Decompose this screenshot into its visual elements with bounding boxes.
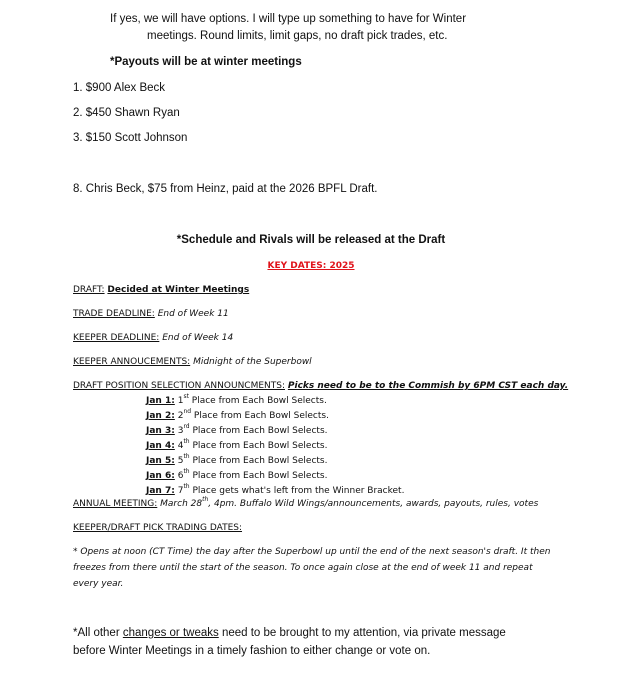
intro-line-1: If yes, we will have options. I will type up something to have for Winter <box>110 13 467 25</box>
jan-day-num: 3 <box>177 426 184 436</box>
intro-line-2: meetings. Round limits, limit gaps, no draft pick trades, etc. <box>147 30 448 42</box>
jan-day-text: Place from Each Bowl Selects. <box>191 411 329 421</box>
jan-day-suffix: rd <box>183 423 190 430</box>
annual-meeting-date-suffix: th <box>202 496 209 503</box>
jan-day-suffix: nd <box>183 408 192 415</box>
jan-day-num: 2 <box>177 411 184 421</box>
keeper-trading-note-2: freezes from there until the start of the season. To once again close at the end of week 11 and repeat <box>73 563 533 573</box>
jan-day-suffix: th <box>183 453 190 460</box>
draft-line <box>73 285 249 295</box>
jan-day-label: Jan 3: <box>146 426 175 436</box>
closing-underlined: changes or tweaks <box>122 627 219 639</box>
payout-item: 2. $450 Shawn Ryan <box>73 107 180 119</box>
keeper-deadline-value: End of Week 14 <box>162 333 234 343</box>
item-8: 8. Chris Beck, $75 from Heinz, paid at the 2026 BPFL Draft. <box>73 183 378 195</box>
draft-value: Decided at Winter Meetings <box>107 285 250 295</box>
jan-day-text: Place from Each Bowl Selects. <box>189 471 328 481</box>
jan-day-num: 1 <box>177 396 184 406</box>
trade-deadline-label: TRADE DEADLINE: <box>73 309 155 319</box>
payout-item: 1. $900 Alex Beck <box>73 82 166 94</box>
annual-meeting-label: ANNUAL MEETING: <box>73 499 158 509</box>
jan-day-suffix: th <box>183 438 190 445</box>
jan-day-text: Place from Each Bowl Selects. <box>189 426 328 436</box>
draft-label: DRAFT: <box>73 285 105 295</box>
annual-meeting-line <box>73 496 539 509</box>
jan-day-row <box>146 438 328 451</box>
jan-day-row <box>146 408 329 421</box>
jan-day-text: Place from Each Bowl Selects. <box>189 441 328 451</box>
jan-day-text: Place from Each Bowl Selects. <box>188 396 327 406</box>
jan-day-label: Jan 1: <box>146 396 175 406</box>
jan-day-num: 7 <box>177 486 184 496</box>
keeper-announcements-line <box>73 357 312 367</box>
annual-meeting-details: , 4pm. Buffalo Wild Wings/announcements, awards, payouts, rules, votes <box>208 499 539 509</box>
jan-day-row <box>146 393 327 406</box>
jan-day-label: Jan 7: <box>146 486 175 496</box>
payout-item: 3. $150 Scott Johnson <box>73 132 188 144</box>
annual-meeting-date: March 28 <box>157 499 203 509</box>
closing-line-1 <box>73 627 506 639</box>
jan-day-label: Jan 2: <box>146 411 175 421</box>
jan-day-label: Jan 4: <box>146 441 175 451</box>
jan-day-row <box>146 468 328 481</box>
trade-deadline-line <box>73 309 229 319</box>
closing-line-2: before Winter Meetings in a timely fashion to either change or vote on. <box>73 645 431 657</box>
draft-position-line <box>73 381 568 391</box>
keeper-trading-note-1: * Opens at noon (CT Time) the day after the Superbowl up until the end of the next season's draft. It then <box>73 547 551 557</box>
schedule-note: *Schedule and Rivals will be released at the Draft <box>176 234 446 246</box>
jan-day-row <box>146 453 328 466</box>
jan-day-num: 6 <box>177 471 184 481</box>
keeper-deadline-line <box>73 333 233 343</box>
jan-day-suffix: st <box>183 393 189 400</box>
jan-day-num: 5 <box>177 456 184 466</box>
closing-post: need to be brought to my attention, via private message <box>218 627 506 639</box>
keeper-deadline-label: KEEPER DEADLINE: <box>73 333 160 343</box>
jan-day-suffix: th <box>183 483 190 490</box>
jan-day-num: 4 <box>177 441 184 451</box>
jan-day-text: Place gets what's left from the Winner Bracket. <box>189 486 405 496</box>
jan-day-row <box>146 423 328 436</box>
jan-day-suffix: th <box>183 468 190 475</box>
draft-position-value: Picks need to be to the Commish by 6PM CST each day. <box>287 381 569 391</box>
keeper-announcements-label: KEEPER ANNOUCEMENTS: <box>73 357 191 367</box>
keeper-trading-label: KEEPER/DRAFT PICK TRADING DATES: <box>73 523 243 533</box>
key-dates-title: KEY DATES: 2025 <box>267 261 355 271</box>
jan-day-label: Jan 6: <box>146 471 175 481</box>
payouts-heading: *Payouts will be at winter meetings <box>110 56 302 68</box>
draft-position-label: DRAFT POSITION SELECTION ANNOUNCMENTS: <box>73 381 286 391</box>
keeper-trading-note-3: every year. <box>73 579 124 589</box>
closing-pre: *All other <box>73 627 123 639</box>
keeper-announcements-value: Midnight of the Superbowl <box>193 357 312 367</box>
jan-day-row <box>146 483 405 496</box>
jan-day-text: Place from Each Bowl Selects. <box>189 456 328 466</box>
jan-day-label: Jan 5: <box>146 456 175 466</box>
trade-deadline-value: End of Week 11 <box>157 309 229 319</box>
